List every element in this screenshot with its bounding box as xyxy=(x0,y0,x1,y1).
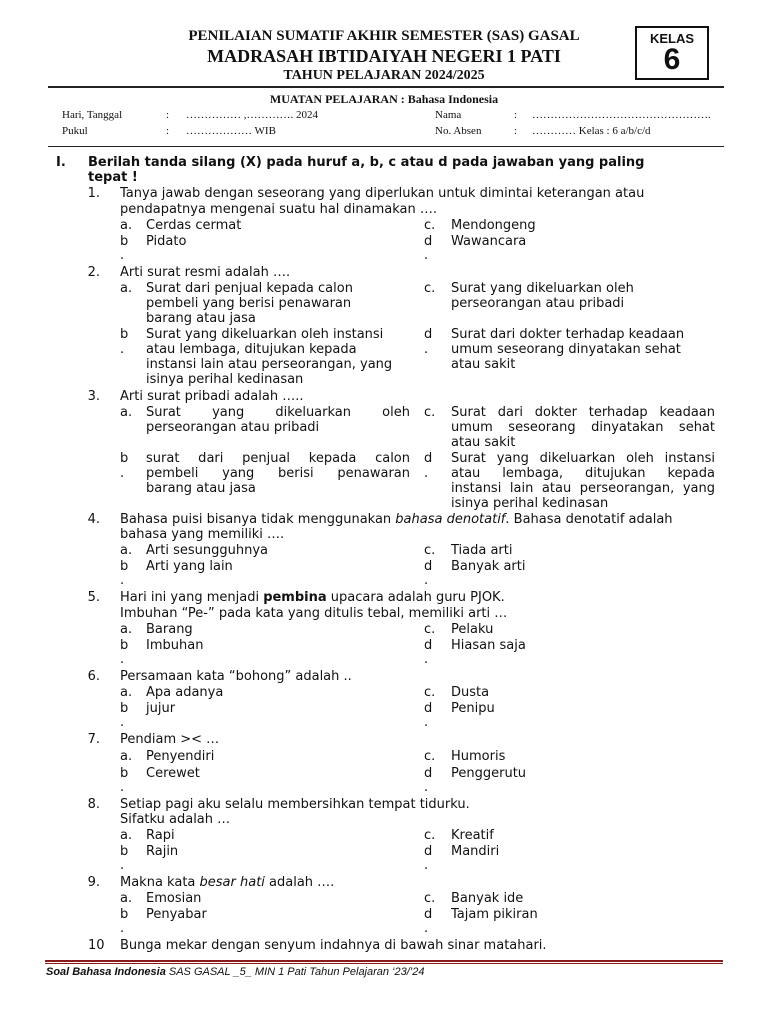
option-c[interactable]: atau sakit xyxy=(451,435,516,450)
option-c[interactable]: Dusta xyxy=(451,685,490,700)
option-letter-d[interactable]: d xyxy=(424,638,433,653)
option-b[interactable]: atau lembaga, ditujukan kepada xyxy=(146,342,357,357)
option-d[interactable]: Penipu xyxy=(451,701,495,716)
option-a[interactable]: barang atau jasa xyxy=(146,311,256,326)
dot: . xyxy=(424,466,429,481)
question-number: 7. xyxy=(87,732,100,747)
colon: : xyxy=(514,109,518,121)
question-text: Tanya jawab dengan seseorang yang diperlukan untuk dimintai keterangan atau xyxy=(120,186,645,201)
question-text: pendapatnya mengenai suatu hal dinamakan …. xyxy=(120,202,438,217)
option-a[interactable]: Rapi xyxy=(146,828,175,843)
option-b[interactable]: surat dari penjual kepada calon xyxy=(146,451,410,466)
dot: . xyxy=(424,248,429,263)
instruction-line-1: Berilah tanda silang (X) pada huruf a, b, c atau d pada jawaban yang paling xyxy=(88,155,645,170)
question-text: Pendiam >< … xyxy=(120,732,220,747)
option-letter-b[interactable]: b xyxy=(120,451,129,466)
option-c[interactable]: Surat dari dokter terhadap keadaan xyxy=(451,405,715,420)
time-label: Pukul xyxy=(62,125,88,137)
footer-details: SAS GASAL _5_ MIN 1 Pati Tahun Pelajaran ‘23/’24 xyxy=(165,966,425,978)
text-part: upacara adalah guru PJOK. xyxy=(326,590,505,605)
option-letter-c[interactable]: c. xyxy=(424,543,436,558)
option-a[interactable]: Surat yang dikeluarkan oleh xyxy=(146,405,410,420)
option-a[interactable]: Penyendiri xyxy=(146,749,215,764)
dot: . xyxy=(120,780,125,795)
bold-term: pembina xyxy=(263,590,327,605)
option-letter-d[interactable]: d xyxy=(424,907,433,922)
question-number: 6. xyxy=(87,669,100,684)
option-letter-c[interactable]: c. xyxy=(424,828,436,843)
option-letter-b[interactable]: b xyxy=(120,559,129,574)
dot: . xyxy=(120,342,125,357)
school-name: MADRASAH IBTIDAIYAH NEGERI 1 PATI xyxy=(207,46,561,66)
text-part: adalah …. xyxy=(264,875,335,890)
text-part: Hari ini yang menjadi xyxy=(120,590,264,605)
option-d[interactable]: Surat dari dokter terhadap keadaan xyxy=(451,327,685,342)
option-d[interactable]: Surat yang dikeluarkan oleh instansi xyxy=(451,451,715,466)
option-letter-b[interactable]: b xyxy=(120,327,129,342)
question-text xyxy=(120,875,334,891)
italic-term: bahasa denotatif xyxy=(395,512,506,527)
question-text xyxy=(120,590,505,606)
option-b[interactable]: Arti yang lain xyxy=(146,559,233,574)
dot: . xyxy=(120,248,125,263)
option-a[interactable]: Emosian xyxy=(146,891,202,906)
text-part: Bahasa puisi bisanya tidak menggunakan xyxy=(120,512,396,527)
option-letter-a[interactable]: a. xyxy=(120,828,133,843)
question-text: bahasa yang memiliki …. xyxy=(120,527,285,542)
dot: . xyxy=(120,921,125,936)
option-b[interactable]: Pidato xyxy=(146,234,187,249)
absen-field[interactable]: ………… Kelas : 6 a/b/c/d xyxy=(532,125,651,137)
question-number: 3. xyxy=(87,389,100,404)
option-letter-c[interactable]: c. xyxy=(424,218,436,233)
option-d[interactable]: Wawancara xyxy=(451,234,527,249)
dot: . xyxy=(424,652,429,667)
name-label: Nama xyxy=(435,109,462,121)
option-d[interactable]: Penggerutu xyxy=(451,766,527,781)
subject-title: MUATAN PELAJARAN : Bahasa Indonesia xyxy=(269,92,499,106)
option-c[interactable]: Kreatif xyxy=(451,828,494,843)
dot: . xyxy=(424,780,429,795)
dot: . xyxy=(424,921,429,936)
option-letter-a[interactable]: a. xyxy=(120,622,133,637)
dot: . xyxy=(120,466,125,481)
option-letter-b[interactable]: b xyxy=(120,766,129,781)
question-text: Imbuhan “Pe-” pada kata yang ditulis tebal, memiliki arti … xyxy=(120,606,508,621)
date-field[interactable]: …………… ,…………. 2024 xyxy=(186,109,318,121)
footer-rule-thin xyxy=(45,963,723,964)
colon: : xyxy=(514,125,518,137)
option-letter-d[interactable]: d xyxy=(424,234,433,249)
option-c[interactable]: perseorangan atau pribadi xyxy=(451,296,625,311)
option-a[interactable]: Apa adanya xyxy=(146,685,224,700)
option-d[interactable]: instansi lain atau perseorangan, yang xyxy=(451,481,715,496)
option-b[interactable]: Cerewet xyxy=(146,766,200,781)
option-b[interactable]: pembeli yang berisi penawaran xyxy=(146,466,410,481)
dot: . xyxy=(424,858,429,873)
instruction-line-2: tepat ! xyxy=(88,170,138,185)
question-number: 2. xyxy=(87,265,100,280)
dot: . xyxy=(424,715,429,730)
option-b[interactable]: isinya perihal kedinasan xyxy=(146,372,304,387)
option-d[interactable]: Banyak arti xyxy=(451,559,526,574)
option-letter-b[interactable]: b xyxy=(120,701,129,716)
option-d[interactable]: umum seseorang dinyatakan sehat xyxy=(451,342,681,357)
question-number: 8. xyxy=(87,797,100,812)
option-letter-d[interactable]: d xyxy=(424,701,433,716)
option-b[interactable]: Surat yang dikeluarkan oleh instansi xyxy=(146,327,384,342)
option-letter-b[interactable]: b xyxy=(120,234,129,249)
option-c[interactable]: Mendongeng xyxy=(451,218,536,233)
option-d[interactable]: isinya perihal kedinasan xyxy=(451,496,609,511)
dot: . xyxy=(120,715,125,730)
colon: : xyxy=(166,109,170,121)
footer-rule xyxy=(45,960,723,962)
section-number: I. xyxy=(56,155,66,170)
option-letter-a[interactable]: a. xyxy=(120,281,133,296)
date-label: Hari, Tanggal xyxy=(62,109,123,121)
option-c[interactable]: Pelaku xyxy=(451,622,494,637)
option-letter-d[interactable]: d xyxy=(424,766,433,781)
option-letter-b[interactable]: b xyxy=(120,844,129,859)
question-text xyxy=(120,512,673,528)
text-part: Makna kata xyxy=(120,875,200,890)
option-letter-a[interactable]: a. xyxy=(120,749,133,764)
option-b[interactable]: jujur xyxy=(146,701,176,716)
question-text: Arti surat pribadi adalah ….. xyxy=(120,389,304,404)
time-field[interactable]: ……………… WIB xyxy=(186,125,276,137)
question-number: 10 xyxy=(88,938,105,953)
option-letter-c[interactable]: c. xyxy=(424,749,436,764)
question-text: Arti surat resmi adalah …. xyxy=(120,265,291,280)
option-letter-a[interactable]: a. xyxy=(120,685,133,700)
italic-term: besar hati xyxy=(199,875,265,890)
colon: : xyxy=(166,125,170,137)
footer-subject: Soal Bahasa Indonesia xyxy=(46,966,166,978)
question-text: Setiap pagi aku selalu membersihkan tempat tidurku. xyxy=(120,797,470,812)
option-d[interactable]: Mandiri xyxy=(451,844,500,859)
option-letter-a[interactable]: a. xyxy=(120,405,133,420)
option-c[interactable]: Surat yang dikeluarkan oleh xyxy=(451,281,634,296)
class-label: KELAS xyxy=(649,31,695,46)
footer-text xyxy=(46,966,425,978)
text-part: . Bahasa denotatif adalah xyxy=(505,512,673,527)
option-b[interactable]: Penyabar xyxy=(146,907,207,922)
option-b[interactable]: Rajin xyxy=(146,844,179,859)
option-letter-c[interactable]: c. xyxy=(424,685,436,700)
option-letter-b[interactable]: b xyxy=(120,638,129,653)
question-text: Sifatku adalah … xyxy=(120,812,231,827)
option-d[interactable]: Tajam pikiran xyxy=(451,907,538,922)
option-letter-a[interactable]: a. xyxy=(120,891,133,906)
option-a[interactable]: pembeli yang berisi penawaran xyxy=(146,296,352,311)
dot: . xyxy=(120,858,125,873)
option-d[interactable]: Hiasan saja xyxy=(451,638,526,653)
option-b[interactable]: Imbuhan xyxy=(146,638,204,653)
option-letter-d[interactable]: d xyxy=(424,559,433,574)
class-number: 6 xyxy=(663,43,681,76)
dot: . xyxy=(120,652,125,667)
option-a[interactable]: Barang xyxy=(146,622,193,637)
header-line-1: PENILAIAN SUMATIF AKHIR SEMESTER (SAS) GASAL xyxy=(188,28,580,44)
question-number: 5. xyxy=(87,590,100,605)
option-d[interactable]: atau sakit xyxy=(451,357,516,372)
option-letter-c[interactable]: c. xyxy=(424,891,436,906)
option-d[interactable]: atau lembaga, ditujukan kepada xyxy=(451,466,715,481)
option-letter-d[interactable]: d xyxy=(424,451,433,466)
option-letter-a[interactable]: a. xyxy=(120,543,133,558)
question-number: 1. xyxy=(87,186,100,201)
info-rule xyxy=(48,146,724,147)
option-a[interactable]: Surat dari penjual kepada calon xyxy=(146,281,353,296)
option-letter-a[interactable]: a. xyxy=(120,218,133,233)
option-a[interactable]: perseorangan atau pribadi xyxy=(146,420,320,435)
dot: . xyxy=(120,573,125,588)
header-rule xyxy=(48,86,724,88)
question-text: Persamaan kata “bohong” adalah .. xyxy=(120,669,352,684)
dot: . xyxy=(424,573,429,588)
option-a[interactable]: Arti sesungguhnya xyxy=(146,543,268,558)
option-letter-c[interactable]: c. xyxy=(424,622,436,637)
option-letter-b[interactable]: b xyxy=(120,907,129,922)
option-letter-d[interactable]: d xyxy=(424,327,433,342)
dot: . xyxy=(424,342,429,357)
option-b[interactable]: barang atau jasa xyxy=(146,481,256,496)
option-c[interactable]: Humoris xyxy=(451,749,506,764)
question-number: 4. xyxy=(87,512,100,527)
option-c[interactable]: Banyak ide xyxy=(451,891,524,906)
question-number: 9. xyxy=(87,875,100,890)
option-letter-c[interactable]: c. xyxy=(424,405,436,420)
question-text: Bunga mekar dengan senyum indahnya di bawah sinar matahari. xyxy=(120,938,547,953)
option-letter-c[interactable]: c. xyxy=(424,281,436,296)
option-c[interactable]: umum seseorang dinyatakan sehat xyxy=(451,420,715,435)
class-box xyxy=(635,26,709,80)
option-letter-d[interactable]: d xyxy=(424,844,433,859)
absen-label: No. Absen xyxy=(435,125,482,137)
option-b[interactable]: instansi lain atau perseorangan, yang xyxy=(146,357,393,372)
option-a[interactable]: Cerdas cermat xyxy=(146,218,242,233)
option-c[interactable]: Tiada arti xyxy=(451,543,513,558)
academic-year: TAHUN PELAJARAN 2024/2025 xyxy=(283,68,485,83)
name-field[interactable]: …………………………………………. xyxy=(532,109,711,121)
